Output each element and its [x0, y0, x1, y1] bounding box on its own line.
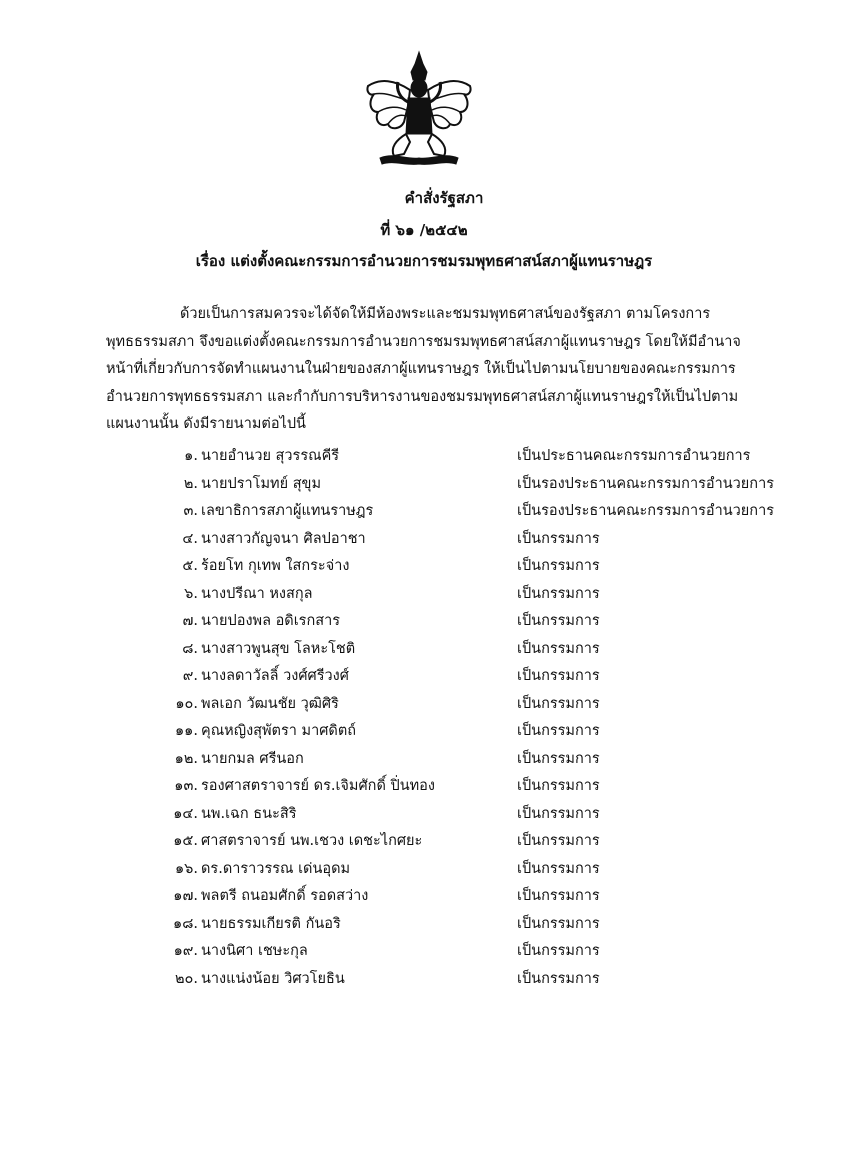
- member-role: เป็นรองประธานคณะกรรมการอำนวยการ: [517, 475, 775, 492]
- member-number: ๕.: [182, 558, 198, 574]
- member-row: [0, 857, 848, 885]
- member-role: เป็นกรรมการ: [517, 860, 600, 877]
- paragraph-line: แผนงานนั้น ดังมีรายนามต่อไปนี้: [106, 416, 306, 432]
- member-name: นายธรรมเกียรติ กันอริ: [201, 915, 341, 932]
- member-role: เป็นกรรมการ: [517, 888, 600, 904]
- paragraph-line: พุทธธรรมสภา จึงขอแต่งตั้งคณะกรรมการอำนวยการชมรมพุทธศาสน์สภาผู้แทนราษฎร โดยให้มีอำนาจ: [106, 333, 741, 350]
- member-role: เป็นกรรมการ: [517, 613, 600, 629]
- member-name: นายปราโมทย์ สุขุม: [201, 475, 322, 492]
- member-number: ๑๙.: [173, 943, 198, 959]
- paragraph-line: หน้าที่เกี่ยวกับการจัดทำแผนงานในฝ่ายของสภาผู้แทนราษฎร ให้เป็นไปตามนโยบายของคณะกรรมการ: [106, 361, 736, 377]
- document-subject: เรื่อง แต่งตั้งคณะกรรมการอำนวยการชมรมพุทธศาสน์สภาผู้แทนราษฎร: [195, 252, 653, 270]
- member-name: พลเอก วัฒนชัย วุฒิศิริ: [201, 695, 339, 712]
- member-row: [0, 554, 848, 582]
- member-row: [0, 939, 848, 967]
- member-role: เป็นกรรมการ: [517, 778, 600, 794]
- member-number: ๑๓.: [174, 778, 198, 794]
- member-number: ๒๐.: [174, 970, 198, 987]
- member-name: เลขาธิการสภาผู้แทนราษฎร: [201, 503, 374, 519]
- member-role: เป็นกรรมการ: [517, 640, 600, 657]
- member-name: รองศาสตราจารย์ ดร.เจิมศักดิ์ ปิ่นทอง: [201, 778, 435, 794]
- member-number: ๑๖.: [174, 860, 198, 877]
- member-number: ๑๐.: [175, 695, 198, 712]
- body-paragraph: [106, 301, 796, 439]
- member-row: [0, 829, 848, 857]
- member-name: นางแน่งน้อย วิศวโยธิน: [201, 970, 345, 987]
- member-role: เป็นกรรมการ: [517, 750, 600, 767]
- member-number: ๖.: [184, 585, 198, 602]
- member-name: นางปรีณา หงสกุล: [201, 585, 313, 602]
- member-name: นางสาวกัญจนา ศิลปอาชา: [201, 530, 366, 547]
- garuda-emblem-icon: [360, 50, 478, 170]
- member-number: ๑.: [184, 448, 198, 464]
- member-row: [0, 582, 848, 610]
- member-row: [0, 692, 848, 720]
- member-role: เป็นกรรมการ: [517, 585, 600, 602]
- paragraph-line: อำนวยการพุทธธรรมสภา และกำกับการบริหารงานของชมรมพุทธศาสน์สภาผู้แทนราษฎรให้เป็นไปตาม: [106, 388, 739, 405]
- member-row: [0, 664, 848, 692]
- member-name: ร้อยโท กุเทพ ใสกระจ่าง: [201, 558, 350, 574]
- member-number: ๘.: [182, 640, 198, 657]
- member-row: [0, 912, 848, 940]
- member-row: [0, 527, 848, 555]
- member-role: เป็นกรรมการ: [517, 833, 600, 849]
- member-role: เป็นกรรมการ: [517, 530, 600, 547]
- member-number: ๓.: [183, 503, 198, 519]
- member-row: [0, 499, 848, 527]
- member-role: เป็นกรรมการ: [517, 915, 600, 932]
- member-row: [0, 444, 848, 472]
- member-row: [0, 719, 848, 747]
- member-name: ดร.ดาราวรรณ เด่นอุดม: [201, 860, 351, 877]
- member-name: นางลดาวัลลิ์ วงศ์ศรีวงศ์: [201, 668, 349, 684]
- member-row: [0, 774, 848, 802]
- member-row: [0, 967, 848, 995]
- member-row: [0, 884, 848, 912]
- member-role: เป็นกรรมการ: [517, 943, 600, 959]
- member-row: [0, 802, 848, 830]
- member-number: ๑๒.: [174, 750, 198, 767]
- member-name: คุณหญิงสุพัตรา มาศดิตถ์: [201, 723, 357, 739]
- member-number: ๑๑.: [174, 723, 198, 739]
- member-row: [0, 637, 848, 665]
- member-number: ๙.: [182, 668, 198, 684]
- member-number: ๔.: [182, 530, 198, 547]
- member-name: นพ.เฉก ธนะสิริ: [201, 805, 297, 822]
- member-name: ศาสตราจารย์ นพ.เชวง เดชะไกศยะ: [201, 833, 423, 849]
- member-number: ๑๔.: [173, 805, 198, 822]
- member-name: นายกมล ศรีนอก: [201, 750, 304, 767]
- member-role: เป็นกรรมการ: [517, 723, 600, 739]
- member-role: เป็นกรรมการ: [517, 558, 600, 574]
- member-name: นางนิศา เชษะกุล: [201, 943, 308, 959]
- member-row: [0, 747, 848, 775]
- member-role: เป็นรองประธานคณะกรรมการอำนวยการ: [517, 503, 775, 519]
- member-role: เป็นกรรมการ: [517, 695, 600, 712]
- member-name: นายอำนวย สุวรรณคีรี: [201, 448, 340, 464]
- member-number: ๑๗.: [173, 888, 198, 904]
- document-number: ที่ ๖๑ /๒๕๔๒: [380, 221, 468, 239]
- member-name: นายปองพล อดิเรกสาร: [201, 613, 341, 629]
- member-name: นางสาวพูนสุข โลหะโชติ: [201, 640, 356, 657]
- member-row: [0, 472, 848, 500]
- member-list: [0, 444, 848, 994]
- member-role: เป็นกรรมการ: [517, 805, 600, 822]
- member-number: ๒.: [183, 475, 198, 492]
- document-title: คำสั่งรัฐสภา: [404, 189, 484, 207]
- member-number: ๑๘.: [173, 915, 198, 932]
- paragraph-line: ด้วยเป็นการสมควรจะได้จัดให้มีห้องพระและชมรมพุทธศาสน์ของรัฐสภา ตามโครงการ: [180, 306, 711, 322]
- member-number: ๑๕.: [173, 833, 198, 849]
- member-row: [0, 609, 848, 637]
- member-number: ๗.: [182, 613, 198, 629]
- member-role: เป็นประธานคณะกรรมการอำนวยการ: [517, 448, 751, 464]
- member-role: เป็นกรรมการ: [517, 970, 600, 987]
- member-role: เป็นกรรมการ: [517, 668, 600, 684]
- member-name: พลตรี ถนอมศักดิ์ รอดสว่าง: [201, 888, 369, 904]
